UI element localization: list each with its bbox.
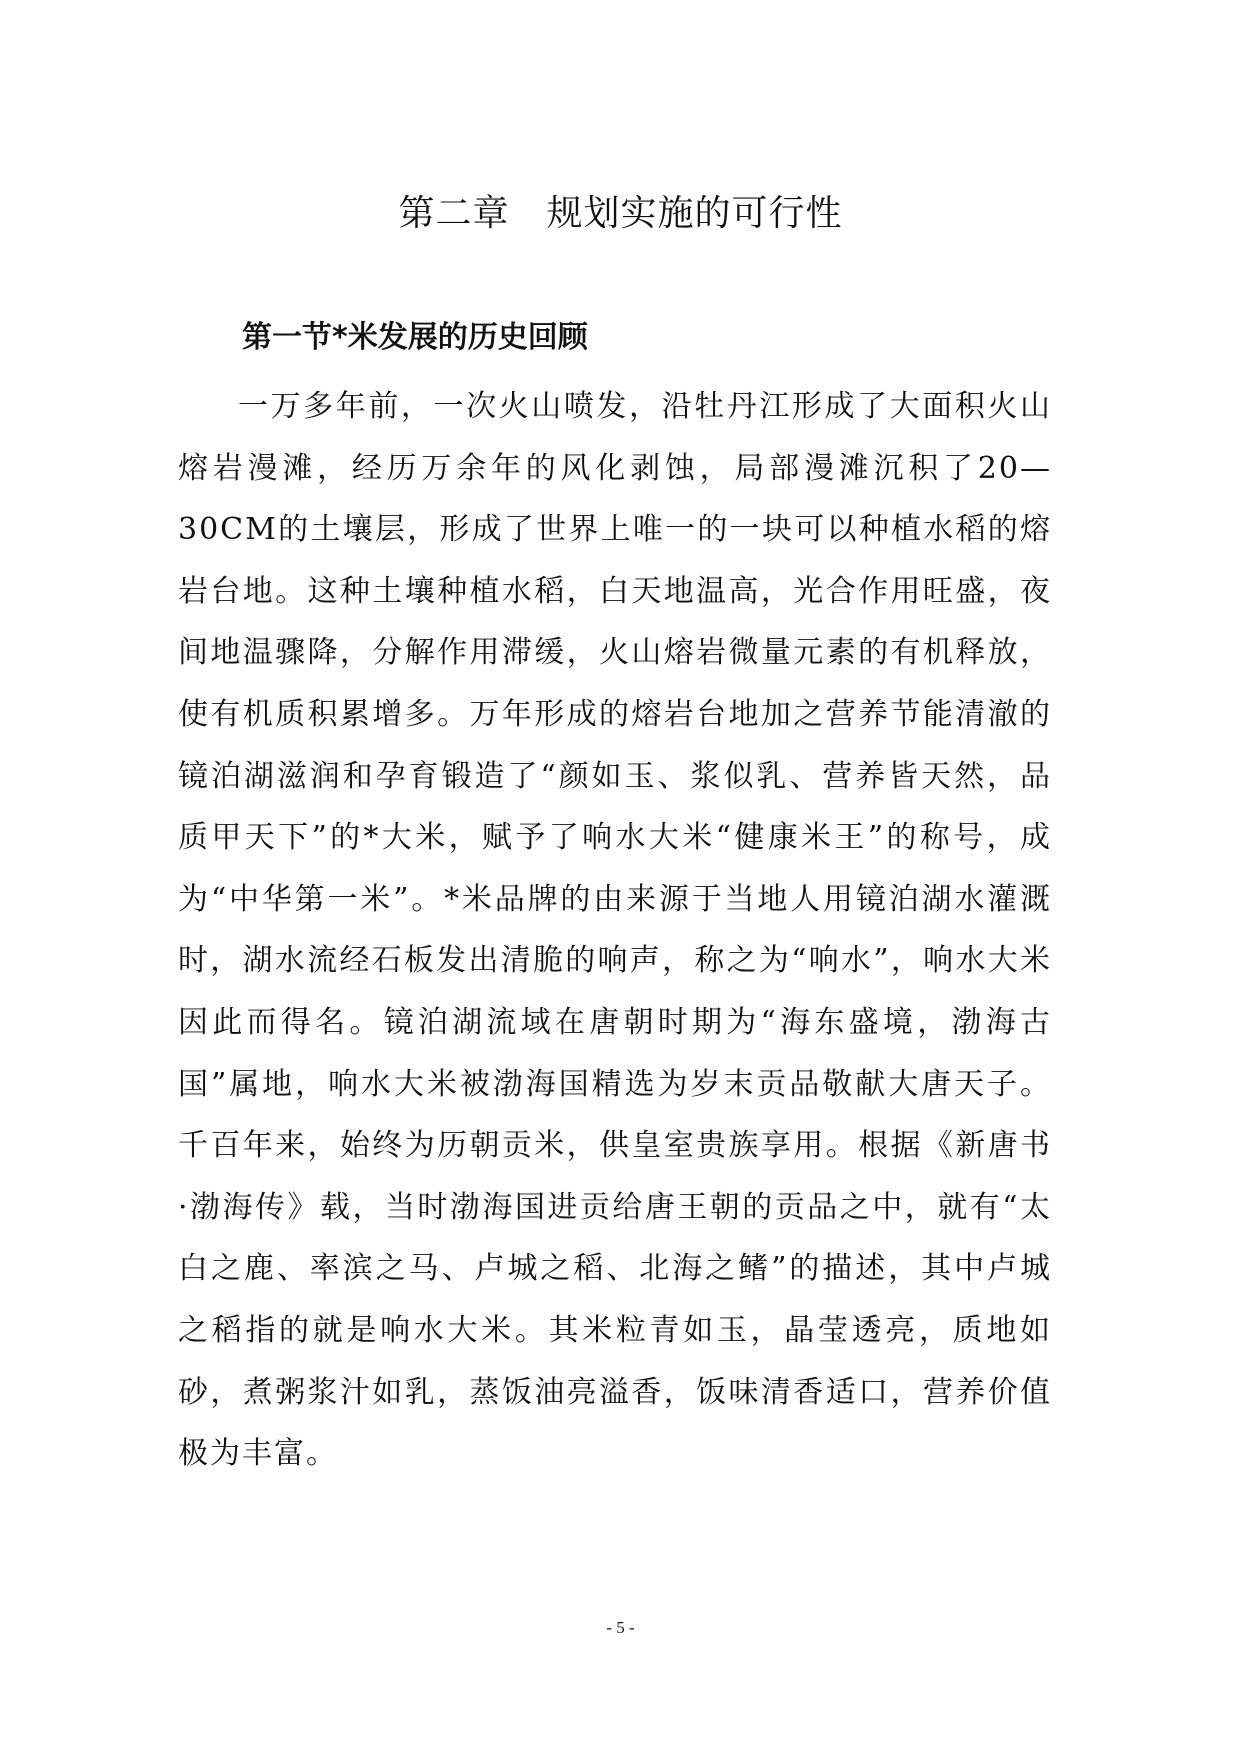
body-paragraph: 一万多年前，一次火山喷发，沿牡丹江形成了大面积火山熔岩漫滩，经历万余年的风化剥蚀，局部漫滩沉积了20—30CM的土壤层，形成了世界上唯一的一块可以种植水稻的熔岩台地。这种土壤种植水稻，白天地温高，光合作用旺盛，夜间地温骤降，分解作用滞缓，火山熔岩微量元素的有机释放，使有机质积累增多。万年形成的熔岩台地加之营养节能清澈的镜泊湖滋润和孕育锻造了“颜如玉、浆似乳、营养皆天然，品质甲天下”的*大米，赋予了响水大米“健康米王”的称号，成为“中华第一米”。*米品牌的由来源于当地人用镜泊湖水灌溉时，湖水流经石板发出清脆的响声，称之为“响水”，响水大米因此而得名。镜泊湖流域在唐朝时期为“海东盛境，渤海古国”属地，响水大米被渤海国精选为岁末贡品敬献大唐天子。千百年来，始终为历朝贡米，供皇室贵族享用。根据《新唐书·渤海传》载，当时渤海国进贡给唐王朝的贡品之中，就有“太白之鹿、率滨之马、卢城之稻、北海之鳍”的描述，其中卢城之稻指的就是响水大米。其米粒青如玉，晶莹透亮，质地如砂，煮粥浆汁如乳，蒸饭油亮溢香，饭味清香适口，营养价值极为丰富。: [178, 389, 1052, 1472]
section-title: 第一节*米发展的历史回顾: [242, 320, 588, 355]
chapter-title: 第二章 规划实施的可行性: [398, 193, 843, 234]
page-number: - 5 -: [606, 1618, 635, 1637]
